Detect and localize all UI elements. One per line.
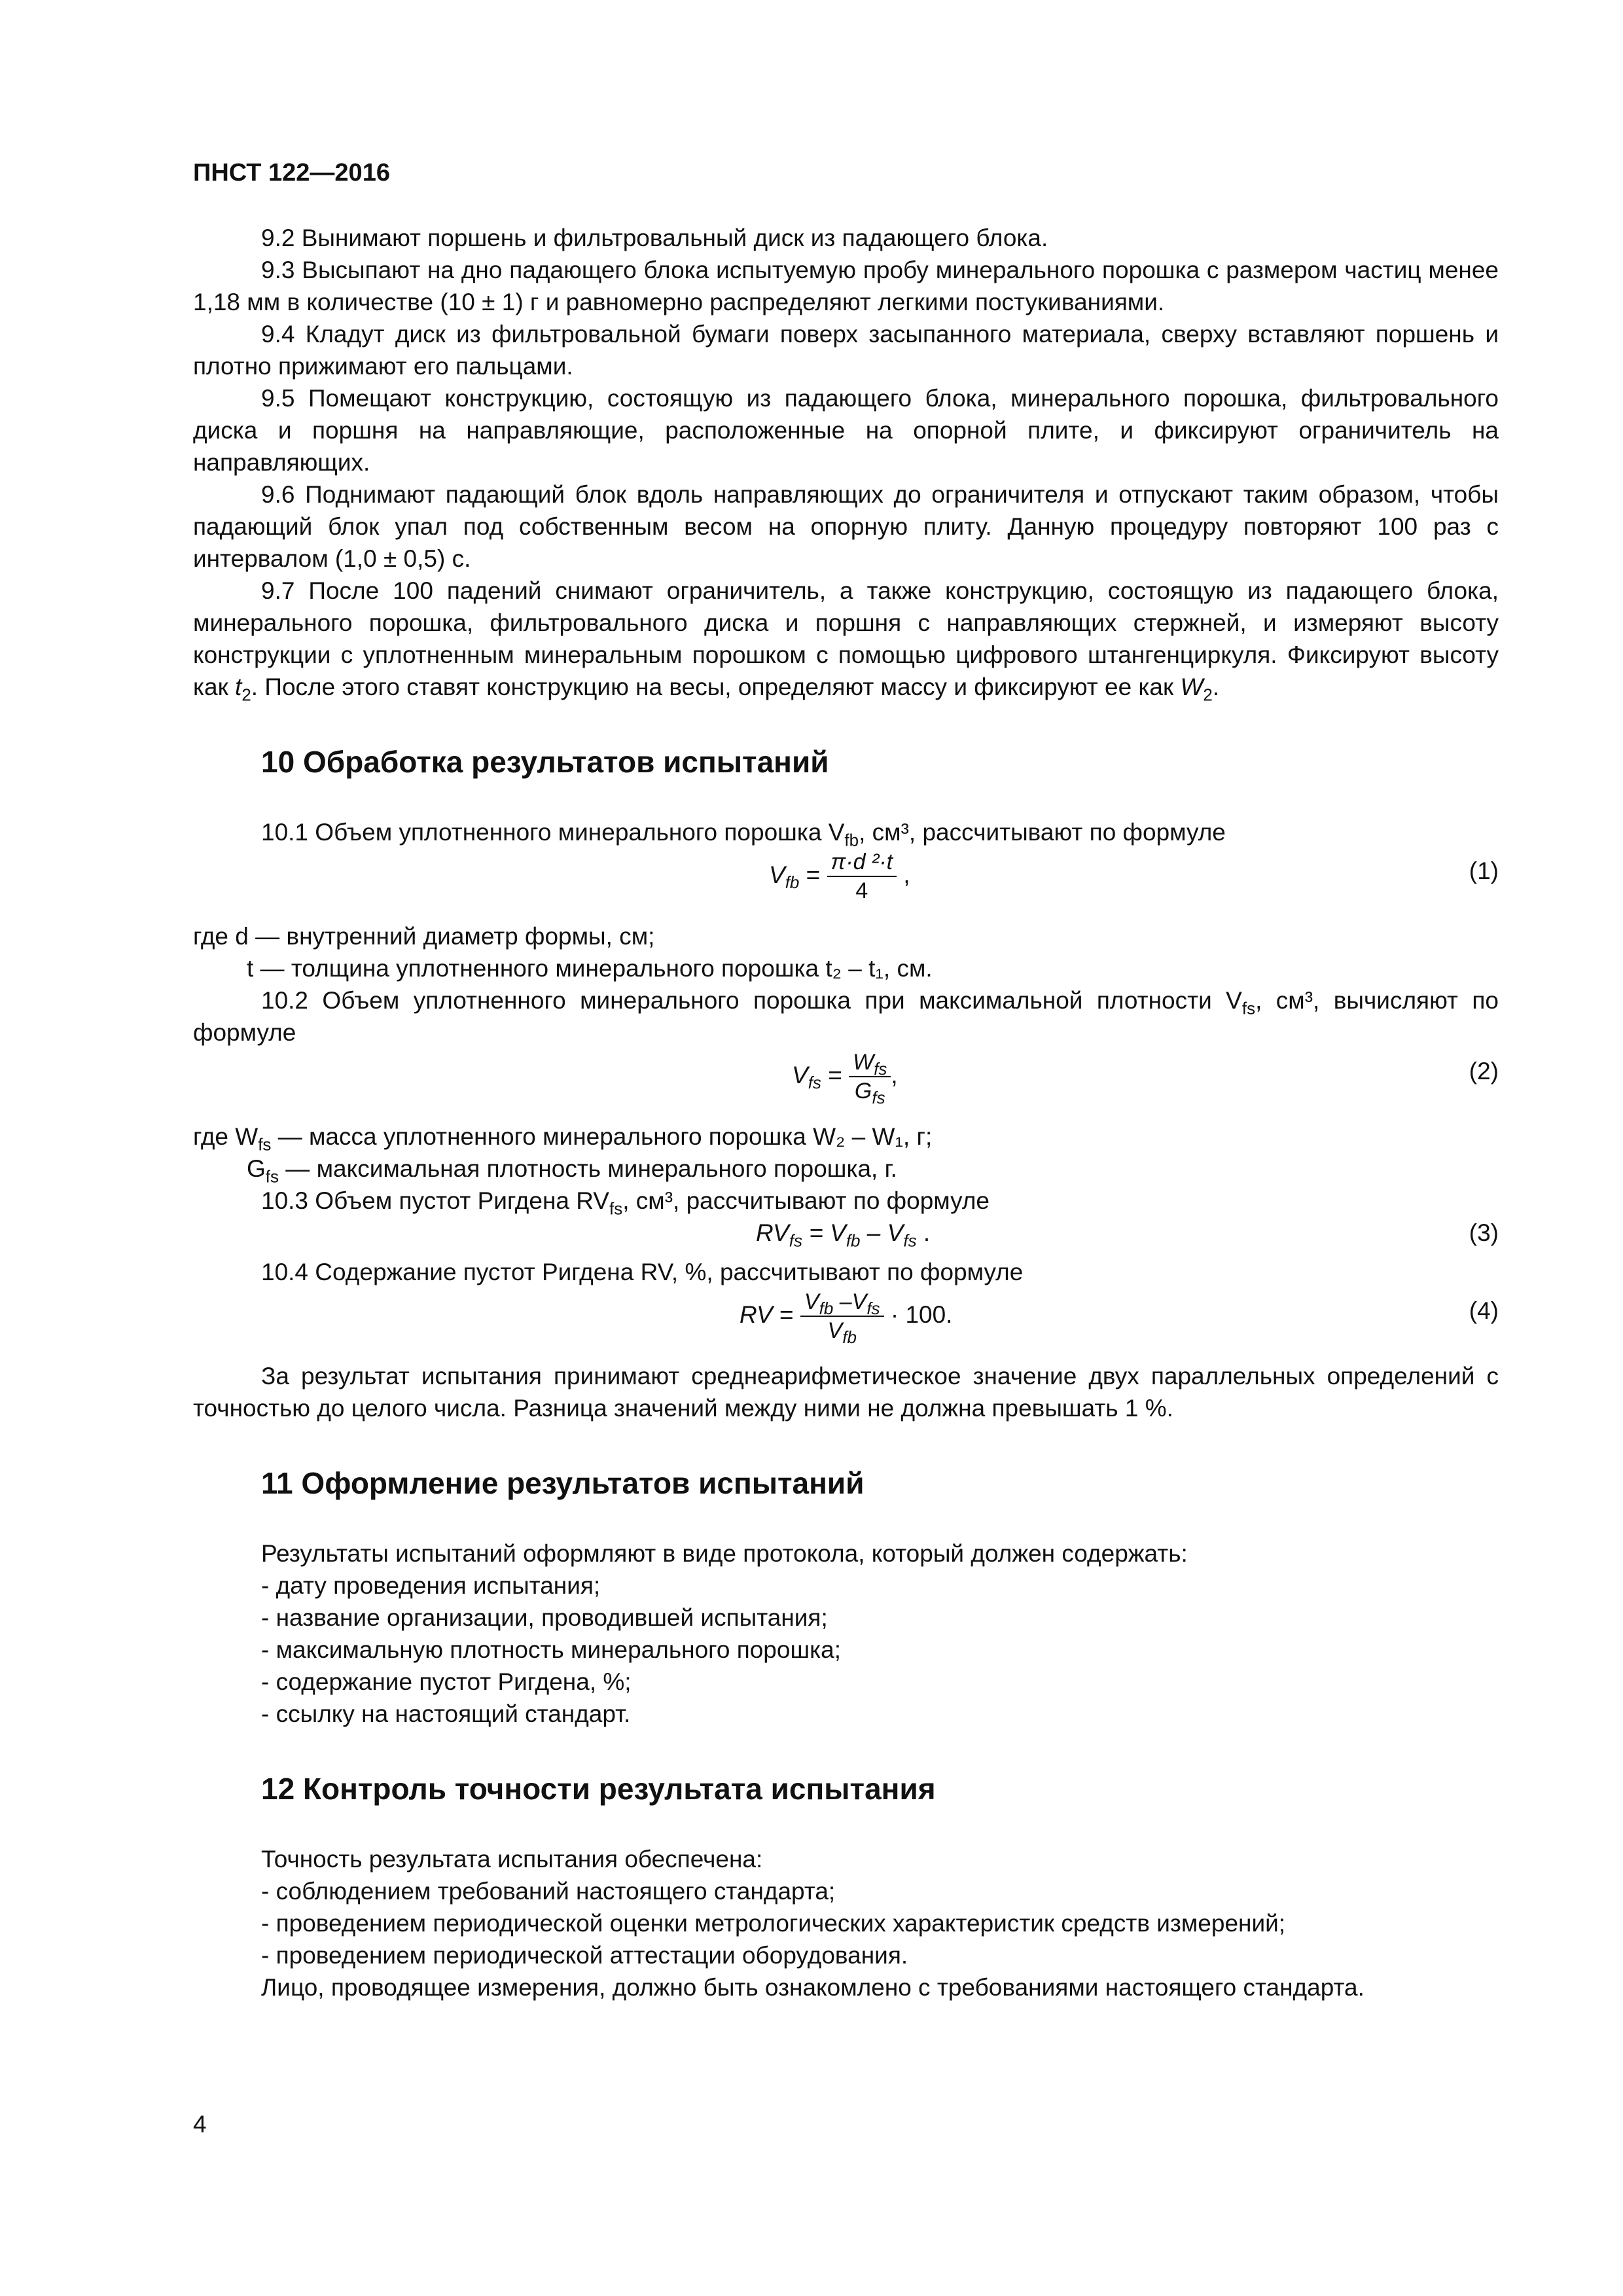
- formula-4: RV = $\frac{V_{fb} -V_{fs}}{V_{fb}}$ · 100. (4): [740, 1289, 1499, 1347]
- section-10-heading: 10 Обработка результатов испытаний: [261, 745, 829, 779]
- paragraph-10-2: 10.2 Объем уплотненного минерального порошка при максимальной плотности $V_{fs}$, см³, вычисляют по формуле: [193, 987, 1499, 1046]
- paragraph-12-end: Лицо, проводящее измерения, должно быть ознакомлено с требованиями настоящего стандарта.: [261, 1974, 1364, 2001]
- fraction-2: $\frac{W_{fs}}{G_{fs}}$: [849, 1049, 891, 1105]
- paragraph-10-1: 10.1 Объем уплотненного минерального порошка $V_{fb}$, см³, рассчитывают по формуле: [261, 819, 1226, 850]
- document-header: ПНСТ 122—2016: [193, 159, 390, 187]
- list-item: - дату проведения испытания;: [261, 1570, 1499, 1602]
- list-item: - проведением периодической аттестации оборудования.: [261, 1939, 1499, 1971]
- formula-3-number: (3): [1469, 1219, 1499, 1246]
- formula-4-number: (4): [1469, 1297, 1499, 1324]
- paragraph-10-3: 10.3 Объем пустот Ригдена $RV_{fs}$, см³, рассчитывают по формуле: [261, 1187, 990, 1219]
- list-item: - соблюдением требований настоящего стандарта;: [261, 1875, 1499, 1907]
- list-item: - название организации, проводившей испытания;: [261, 1602, 1499, 1634]
- section-11-heading: 11 Оформление результатов испытаний: [261, 1466, 865, 1500]
- paragraph-12: Точность результата испытания обеспечена:: [261, 1846, 763, 1873]
- paragraph-9-5: 9.5 Помещают конструкцию, состоящую из падающего блока, минерального порошка, фильтровального диска и поршня на направляющие, расположенные на опорной плите, и фиксируют ограничитель на направляющих.: [193, 385, 1499, 476]
- document-page: [193, 157, 1499, 2121]
- list-item: - проведением периодической оценки метрологических характеристик средств измерений;: [261, 1907, 1499, 1939]
- where-t: t — толщина уплотненного минерального порошка t₂ – t₁, см.: [247, 955, 933, 982]
- formula-2: $V_{fs}$ = $\frac{W_{fs}}{G_{fs}}$ , (2): [792, 1050, 1499, 1107]
- fraction-4: $\frac{V_{fb} -V_{fs}}{V_{fb}}$: [800, 1288, 884, 1344]
- where-gfs: $G_{fs}$ — максимальная плотность минерального порошка, г.: [247, 1155, 897, 1187]
- fraction-1: $\frac{\text{π·d ²·t}}{4}$: [827, 848, 897, 905]
- list-12: [193, 1875, 1499, 1971]
- list-11: [193, 1570, 1499, 1730]
- paragraph-10-result: За результат испытания принимают среднеарифметическое значение двух параллельных определений с точностью до целого числа. Разница значений между ними не должна превышать 1 %.: [193, 1363, 1499, 1422]
- list-item: - содержание пустот Ригдена, %;: [261, 1666, 1499, 1698]
- paragraph-9-2: 9.2 Вынимают поршень и фильтровальный диск из падающего блока.: [261, 224, 1048, 251]
- paragraph-9-7: 9.7 После 100 падений снимают ограничитель, а также конструкцию, состоящую из падающего блока, минерального порошка, фильтровального диска и поршня с направляющих стержней, и измеряют высоту конструкции с уплотненным минеральным порошком с помощью цифрового штангенциркуля. Фиксируют высоту как $t_2$. После этого ставят конструкцию на весы, определяют массу и фиксируют ее как $W_2$.: [193, 577, 1499, 705]
- section-12-heading: 12 Контроль точности результата испытания: [261, 1772, 936, 1806]
- list-item: - максимальную плотность минерального порошка;: [261, 1634, 1499, 1666]
- page-number: 4: [193, 2111, 207, 2138]
- list-item: - ссылку на настоящий стандарт.: [261, 1698, 1499, 1730]
- formula-2-number: (2): [1469, 1058, 1499, 1085]
- formula-1: $V_{fb}$ = $\frac{\text{π·d ²·t}}{4}$ , (1): [769, 850, 1499, 903]
- paragraph-9-3: 9.3 Высыпают на дно падающего блока испытуемую пробу минерального порошка с размером частиц менее 1,18 мм в количестве (10 ± 1) г и равномерно распределяют легкими постукиваниями.: [193, 257, 1499, 315]
- paragraph-10-4: 10.4 Содержание пустот Ригдена RV, %, рассчитывают по формуле: [261, 1259, 1024, 1285]
- formula-3: $RV_{fs} = V_{fb} - V_{fs}$ . (3): [193, 1217, 1499, 1256]
- paragraph-11: Результаты испытаний оформляют в виде протокола, который должен содержать:: [261, 1540, 1188, 1567]
- paragraph-9-4: 9.4 Кладут диск из фильтровальной бумаги поверх засыпанного материала, сверху вставляют поршень и плотно прижимают его пальцами.: [193, 321, 1499, 380]
- formula-1-number: (1): [1469, 857, 1499, 884]
- paragraph-9-6: 9.6 Поднимают падающий блок вдоль направляющих до ограничителя и отпускают таким образом, чтобы падающий блок упал под собственным весом на опорную плиту. Данную процедуру повторяют 100 раз с интервалом (1,0 ± 0,5) с.: [193, 481, 1499, 572]
- where-d: где d — внутренний диаметр формы, см;: [193, 923, 655, 950]
- where-wfs: где $W_{fs}$ — масса уплотненного минерального порошка W₂ – W₁, г;: [193, 1123, 933, 1155]
